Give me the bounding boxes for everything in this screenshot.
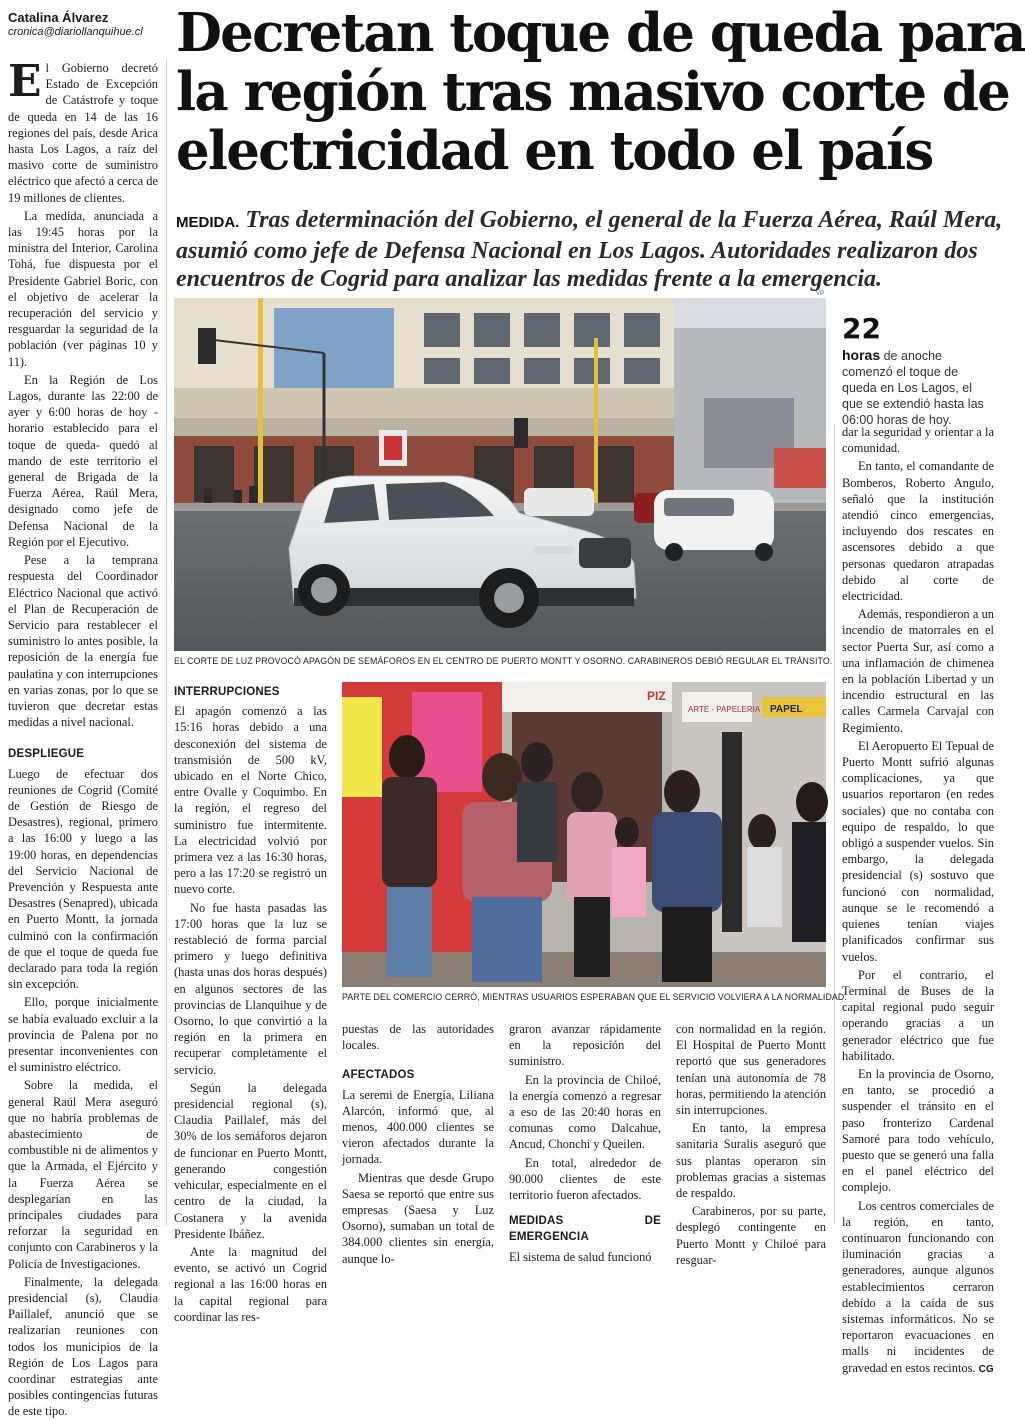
section-heading: INTERRUPCIONES xyxy=(174,686,280,698)
shop-sign: PIZ xyxy=(647,689,666,703)
photo-street-intersection xyxy=(174,298,826,651)
paragraph: El Aeropuerto El Tepual de Puerto Montt sufrió algunas complicaciones, ya que usuarios reportaron (en redes sociales) que no contaba con equipo de respaldo, lo que obligó a suspender vuelos. Sin embargo, la delegada presidencial (s) sostuvo que funcionó con normalidad, aunque se le recomendó a quienes tenían viajes planificados confirmar sus vuelos. xyxy=(842,738,994,964)
paragraph: El apagón comenzó a las 15:16 horas debido a una desconexión del sistema de transmisión de 500 kV, ubicado en el Norte Chico, entre Ovalle y Coquimbo. En la región, el regreso del suministro fue intermitente. La electricidad volvió por primera vez a las 16:30 horas, pero a las 17:20 se registró un nuevo corte. xyxy=(174,704,327,897)
shop-sign: ARTE - PAPELERIA xyxy=(688,705,761,714)
headline xyxy=(176,2,1025,182)
photo-caption-bottom: PARTE DEL COMERCIO CERRÓ, MIENTRAS USUARIOS ESPERABAN QUE EL SERVICIO VOLVIERA A LA NORMALIDAD. xyxy=(342,992,847,1002)
stat-unit: horas xyxy=(842,347,881,363)
headline-line: la región tras masivo corte de xyxy=(176,61,1010,123)
deck-line: asumió como jefe de Defensa Nacional en Los Lagos. Autoridades realizaron dos xyxy=(176,238,978,264)
paragraph: dar la seguridad y orientar a la comunidad. xyxy=(842,425,994,456)
paragraph: Por el contrario, el Terminal de Buses de la capital regional pudo seguir operando gracias a un generador eléctrico que fue habilitado. xyxy=(842,967,994,1063)
paragraph: Luego de efectuar dos reuniones de Cogrid (Comité de Gestión de Riesgo de Desastres), regional, primero a las 16:00 y luego a las 19:00 horas, en dependencias del Servicio Nacional de Prevención y Respuesta ante Desastres (Senapred), ubicada en Puerto Montt, la jornada culminó con la confirmación de que el toque de queda fue declarado para toda la región sin excepción. xyxy=(8,766,158,992)
deck-line: MEDIDA. Tras determinación del Gobierno, el general de la Fuerza Aérea, Raúl Mera, xyxy=(176,207,1003,233)
paragraph: Ante la magnitud del evento, se activó un Cogrid regional a las 16:00 horas en la capital regional para coordinar las res- xyxy=(174,1244,327,1324)
end-mark: CG xyxy=(978,1363,994,1375)
paragraph: El Gobierno decretó Estado de Excepción de Catástrofe y toque de queda en 14 de las 16 regiones del país, desde Arica hasta Los Lagos, a raíz del masivo corte de suministro eléctrico que afectó a cerca de 19 millones de clientes. xyxy=(8,56,158,205)
section-heading: MEDIDAS DE EMERGENCIA xyxy=(509,1215,661,1244)
headline-line: Decretan toque de queda para xyxy=(176,2,1025,64)
paragraph: Pese a la temprana respuesta del Coordinador Eléctrico Nacional que activó el Plan de Recuperación de Servicio para restablecer el suministro lo antes posible, la reposición de la energía fue paulatina y con interrupciones en varias zonas, por lo que se tuvieron que decretar estas medidas a nivel nacional. xyxy=(8,553,158,730)
paragraph: puestas de las autoridades locales. xyxy=(342,1022,494,1053)
paragraph: Carabineros, por su parte, desplegó contingente en Puerto Montt y Chiloé para resguar- xyxy=(676,1204,826,1267)
article-column-3 xyxy=(342,1021,494,1266)
stat-description: horas de anoche comenzó el toque de queda en Los Lagos, el que se extendió hasta las 06:00 horas de hoy. xyxy=(842,347,984,427)
paragraph: No fue hasta pasadas las 17:00 horas que la luz se restableció de forma parcial primero y luego definitiva (hasta unas dos horas después) en algunos sectores de las provincias de Llanquihue y de Osorno, lo que convirtió a la región en la primera en recuperar completamente el servicio. xyxy=(174,900,327,1077)
street-photo-illustration xyxy=(174,298,826,651)
paragraph: La medida, anunciada a las 19:45 horas por la ministra del Interior, Carolina Tohá, fue dispuesta por el Presidente Gabriel Boric, con el objetivo de acelerar la recuperación del servicio y resguardar la seguridad de la población (ver páginas 10 y 11). xyxy=(8,208,158,369)
paragraph: Finalmente, la delegada presidencial (s), Claudia Paillalef, anunció que se realizarían reuniones con todos los municipios de la Región de Los Lagos para coordinar estrategias ante posibles contingencias futuras de este tipo. xyxy=(8,1274,158,1419)
paragraph: El sistema de salud funcionó xyxy=(509,1249,652,1264)
article-column-2 xyxy=(174,684,327,1324)
article-column-1 xyxy=(8,56,158,1419)
shop-photo-illustration xyxy=(342,682,826,987)
paragraph: La seremi de Energía, Liliana Alarcón, informó que, al menos, 400.000 clientes se vieron afectados durante la jornada. xyxy=(342,1087,494,1167)
shop-sign: PAPEL xyxy=(770,704,803,715)
drop-cap: E xyxy=(8,56,42,107)
paragraph: En tanto, la empresa sanitaria Suralis aseguró que sus plantas operaron sin problemas gracias a sistemas de respaldo. xyxy=(676,1121,826,1201)
deck-line: encuentros de Cogrid para analizar las medidas frente a la emergencia. xyxy=(176,266,883,292)
paragraph: En la provincia de Chiloé, la energía comenzó a regresar a eso de las 20:40 horas en comunas como Dalcahue, Ancud, Chonchi y Queilen. xyxy=(509,1072,661,1152)
photo-credit: VP xyxy=(816,291,825,297)
stat-number: 22 xyxy=(842,312,881,345)
section-heading: DESPLIEGUE xyxy=(8,748,85,761)
paragraph: En la provincia de Osorno, en tanto, se procedió a suspender el tránsito en el paso fronterizo Cardenal Samoré para todo vehículo, puesto que se generó una falla en el panel eléctrico del complejo. xyxy=(842,1066,994,1195)
photo-shop-queue xyxy=(342,682,826,987)
column-rule xyxy=(166,60,167,1225)
section-heading: AFECTADOS xyxy=(342,1069,415,1082)
paragraph: graron avanzar rápidamente en la reposición del suministro. xyxy=(509,1022,661,1069)
paragraph: Sobre la medida, el general Raúl Mera aseguró que no habría problemas de abastecimiento de combustible ni de alimentos y que la Armada, el Ejército y la Fuerza Aérea se desplegarían en las principales ciudades para reforzar la seguridad en conjunto con Carabineros y la Policía de Investigaciones. xyxy=(8,1078,158,1271)
paragraph: Los centros comerciales de la región, en tanto, continuaron funcionando con iluminación gracias a generadores, aunque algunos establecimientos cerraron debido a la caída de sus sistemas informáticos. No se reportaron evacuaciones en malls ni incidentes de gravedad en estos recintos. CG xyxy=(842,1198,994,1375)
column-rule xyxy=(834,424,835,1224)
photo-caption-top: EL CORTE DE LUZ PROVOCÓ APAGÓN DE SEMÁFOROS EN EL CENTRO DE PUERTO MONTT Y OSORNO. CARABINEROS DEBIÓ REGULAR EL TRÁNSITO. xyxy=(174,656,833,666)
deck xyxy=(176,206,1003,293)
deck-kicker: MEDIDA. xyxy=(176,214,240,231)
paragraph: Además, respondieron a un incendio de matorrales en el sector Puerta Sur, así como a una inflamación de chimenea en la población Libertad y un incendio estructural en las calles Carmela Carvajal con Regimiento. xyxy=(842,607,994,735)
paragraph: En total, alrededor de 90.000 clientes de este territorio fueron afectados. xyxy=(509,1155,661,1203)
paragraph: Según la delegada presidencial regional (s), Claudia Paillalef, más del 30% de los semáforos dejaron de funcionar en Puerto Montt, generando congestión vehicular, especialmente en el centro de la ciudad, la Costanera y la avenida Presidente Ibáñez. xyxy=(174,1080,327,1241)
article-column-5 xyxy=(676,1021,827,1267)
headline-line: electricidad en todo el país xyxy=(176,120,933,182)
author-email: cronica@diariollanquihue.cl xyxy=(8,26,143,38)
author-name: Catalina Álvarez xyxy=(8,10,109,25)
paragraph: Mientras que desde Grupo Saesa se reportó que entre sus empresas (Saesa y Luz Osorno), sumaban un total de 384.000 clientes sin energía, aunque lo- xyxy=(342,1170,494,1266)
paragraph: En la Región de Los Lagos, durante las 22:00 de ayer y 6:00 horas de hoy -horario establecido para el toque de queda- quedó al mando de este territorio el general de Brigada de la Fuerza Aérea, Raúl Mera, designado como jefe de Defensa Nacional de la Región por el Ejecutivo. xyxy=(8,372,158,549)
paragraph: Ello, porque inicialmente se había evaluado excluir a la provincia de Palena por no presentar inconvenientes con el suministro eléctrico. xyxy=(8,995,158,1075)
article-column-4 xyxy=(509,1021,661,1264)
article-column-6 xyxy=(842,424,994,1375)
paragraph: con normalidad en la región. El Hospital de Puerto Montt reportó que sus generadores tenían una autonomía de 78 horas, permitiendo la atención sin interrupciones. xyxy=(676,1022,827,1118)
paragraph: En tanto, el comandante de Bomberos, Roberto Angulo, señaló que la institución atendió cinco emergencias, incluyendo dos rescates en ascensores debido a que personas quedaron atrapadas debido al corte de electricidad. xyxy=(842,459,994,604)
